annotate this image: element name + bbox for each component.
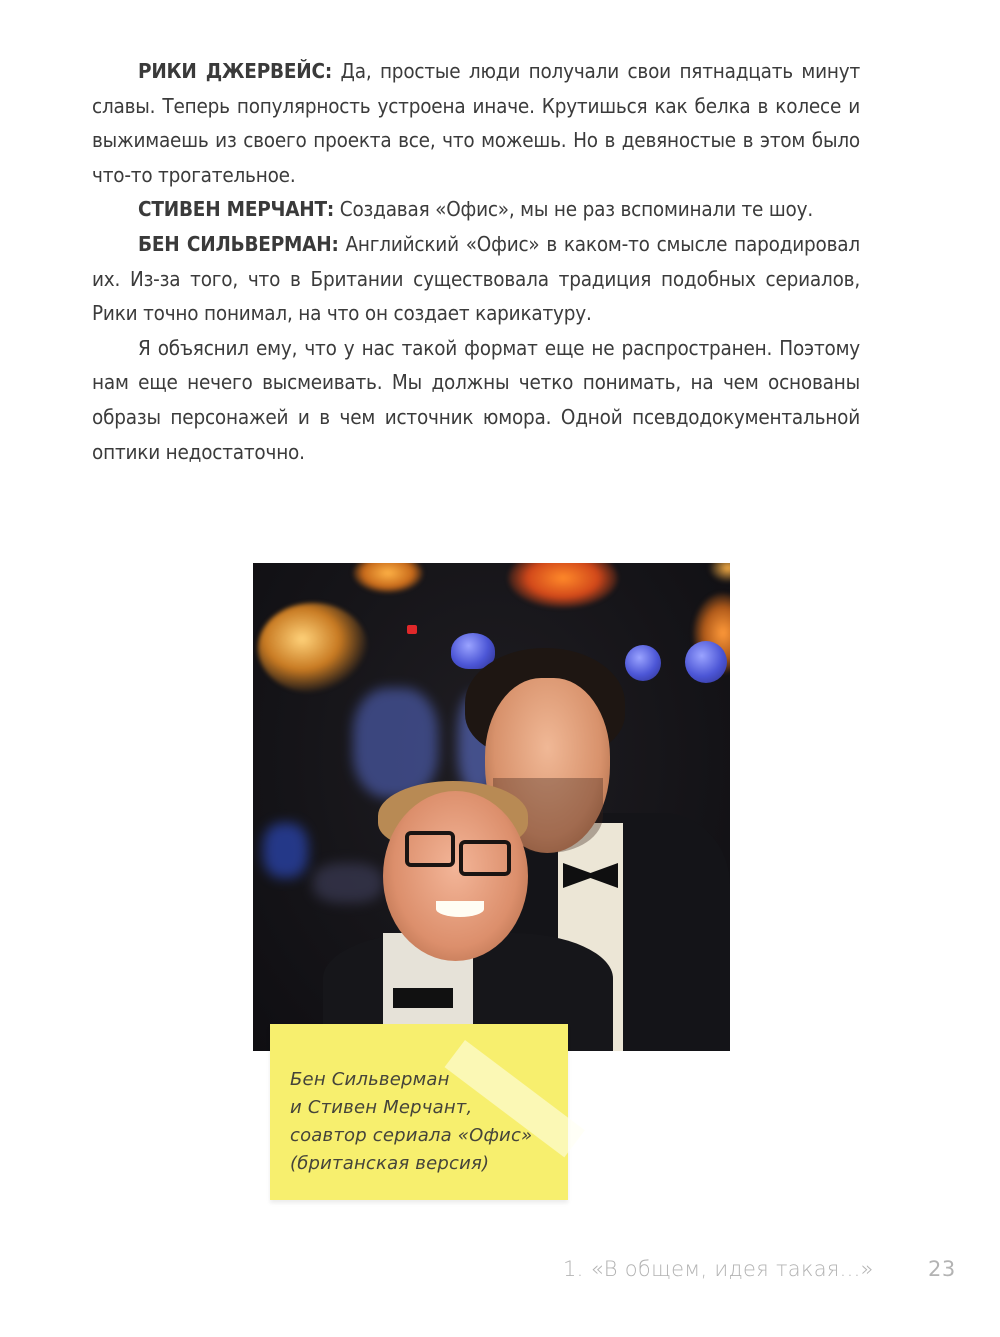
speaker-name: РИКИ ДЖЕРВЕЙС: bbox=[138, 59, 333, 83]
paragraph bbox=[92, 227, 860, 331]
firework-decoration bbox=[353, 563, 423, 593]
paragraph-text: Да, простые люди получали свои пятнадцать минут славы. Теперь популярность устроена иначе. Крутишься как белка в колесе и выжимаешь из своего проекта все, что можешь. Но в девяностые в этом было что-то трогательное. bbox=[92, 59, 860, 187]
glasses bbox=[459, 840, 511, 876]
firework-decoration bbox=[508, 563, 618, 608]
background-figure bbox=[263, 823, 308, 878]
caption-line: и Стивен Мерчант, bbox=[290, 1097, 473, 1118]
paragraph-text: Английский «Офис» в каком-то смысле пародировал их. Из-за того, что в Британии существовала традиция подобных сериалов, Рики точно понимал, на что он создает карикатуру. bbox=[92, 231, 860, 326]
photo bbox=[253, 563, 730, 1051]
blue-globe-light bbox=[685, 641, 727, 683]
face bbox=[383, 791, 528, 961]
firework-decoration bbox=[708, 563, 730, 583]
blue-globe-light bbox=[625, 645, 661, 681]
page-number: 23 bbox=[928, 1257, 956, 1281]
tie bbox=[393, 988, 453, 1008]
caption-line: соавтор сериала «Офис» bbox=[290, 1125, 533, 1146]
photo-caption bbox=[290, 1066, 560, 1178]
paragraph bbox=[92, 331, 860, 469]
background-figure bbox=[313, 863, 383, 903]
smile bbox=[436, 901, 484, 917]
background-figure bbox=[353, 688, 438, 798]
paragraph-text: Создавая «Офис», мы не раз вспоминали те шоу. bbox=[334, 197, 813, 222]
caption-line: (британская версия) bbox=[290, 1153, 490, 1174]
firework-decoration bbox=[258, 603, 368, 693]
running-footer-chapter: 1. «В общем, идея такая...» bbox=[563, 1257, 874, 1281]
paragraph bbox=[92, 192, 860, 227]
red-light bbox=[407, 625, 417, 634]
paragraph bbox=[92, 54, 860, 192]
speaker-name: БЕН СИЛЬВЕРМАН: bbox=[138, 231, 339, 256]
body-text bbox=[92, 54, 860, 469]
paragraph-text: Я объяснил ему, что у нас такой формат еще не распространен. Поэтому нам еще нечего высмеивать. Мы должны четко понимать, на чем основаны образы персонажей и в чем источник юмора. Одной псевдодокументальной оптики недостаточно. bbox=[92, 335, 860, 464]
speaker-name: СТИВЕН МЕРЧАНТ: bbox=[138, 197, 335, 222]
glasses bbox=[405, 831, 455, 867]
caption-line: Бен Сильверман bbox=[290, 1069, 450, 1090]
